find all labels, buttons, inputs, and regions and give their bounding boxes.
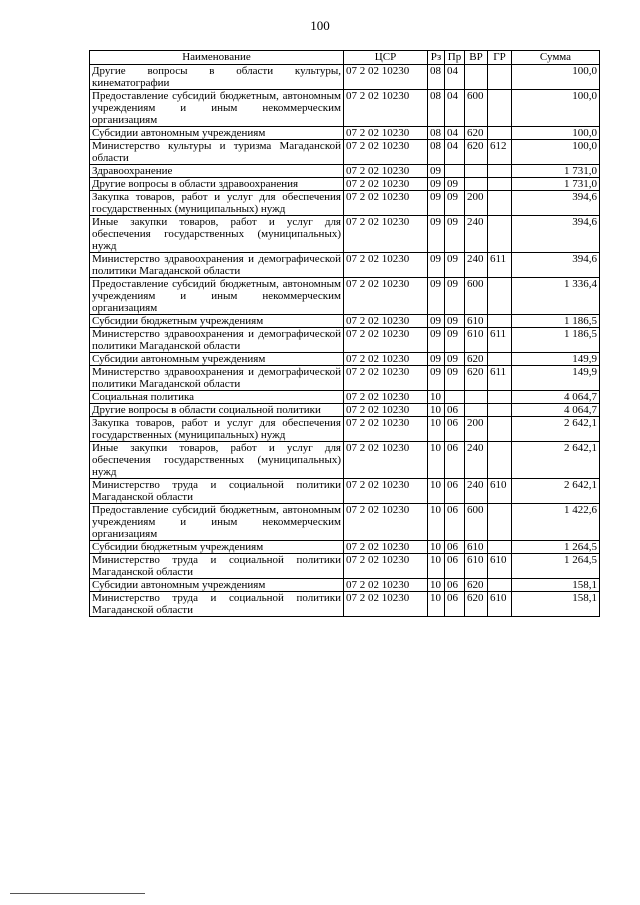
- table-row: [90, 554, 600, 579]
- cell-csr: 07 2 02 10230: [344, 165, 428, 178]
- cell-name: Министерство здравоохранения и демографической политики Магаданской области: [90, 328, 344, 353]
- cell-pr: 06: [445, 592, 465, 617]
- cell-name: Предоставление субсидий бюджетным, автономным учреждениям и иным некоммерческим организациям: [90, 504, 344, 541]
- cell-gr: [488, 178, 512, 191]
- cell-name: Социальная политика: [90, 391, 344, 404]
- cell-vr: 610: [465, 554, 488, 579]
- cell-gr: 610: [488, 592, 512, 617]
- page-number: 100: [310, 18, 330, 33]
- table-row: [90, 504, 600, 541]
- cell-rz: 09: [428, 253, 445, 278]
- cell-rz: 08: [428, 90, 445, 127]
- cell-csr: 07 2 02 10230: [344, 479, 428, 504]
- cell-sum: 394,6: [512, 216, 600, 253]
- cell-name: Иные закупки товаров, работ и услуг для обеспечения государственных (муниципальных) нужд: [90, 216, 344, 253]
- cell-pr: 09: [445, 353, 465, 366]
- cell-pr: 04: [445, 90, 465, 127]
- table-body: [90, 65, 600, 617]
- cell-csr: 07 2 02 10230: [344, 592, 428, 617]
- cell-sum: 1 186,5: [512, 315, 600, 328]
- cell-name: Министерство здравоохранения и демографической политики Магаданской области: [90, 253, 344, 278]
- cell-name: Министерство здравоохранения и демографической политики Магаданской области: [90, 366, 344, 391]
- cell-sum: 100,0: [512, 140, 600, 165]
- cell-pr: 09: [445, 366, 465, 391]
- cell-vr: [465, 165, 488, 178]
- cell-name: Субсидии бюджетным учреждениям: [90, 541, 344, 554]
- cell-name: Закупка товаров, работ и услуг для обеспечения государственных (муниципальных) нужд: [90, 191, 344, 216]
- cell-vr: 620: [465, 127, 488, 140]
- cell-pr: 06: [445, 541, 465, 554]
- cell-rz: 09: [428, 191, 445, 216]
- cell-vr: 600: [465, 504, 488, 541]
- table-row: [90, 579, 600, 592]
- cell-rz: 10: [428, 554, 445, 579]
- table-row: [90, 391, 600, 404]
- cell-gr: 611: [488, 253, 512, 278]
- cell-gr: 611: [488, 328, 512, 353]
- table-row: [90, 541, 600, 554]
- table-row: [90, 417, 600, 442]
- cell-sum: 2 642,1: [512, 442, 600, 479]
- cell-csr: 07 2 02 10230: [344, 353, 428, 366]
- cell-sum: 394,6: [512, 253, 600, 278]
- cell-sum: 4 064,7: [512, 404, 600, 417]
- cell-pr: 09: [445, 216, 465, 253]
- cell-rz: 09: [428, 366, 445, 391]
- cell-vr: 600: [465, 90, 488, 127]
- cell-pr: 06: [445, 504, 465, 541]
- cell-rz: 10: [428, 541, 445, 554]
- cell-rz: 08: [428, 65, 445, 90]
- cell-sum: 2 642,1: [512, 479, 600, 504]
- cell-csr: 07 2 02 10230: [344, 140, 428, 165]
- cell-name: Субсидии автономным учреждениям: [90, 127, 344, 140]
- cell-sum: 1 731,0: [512, 165, 600, 178]
- cell-csr: 07 2 02 10230: [344, 216, 428, 253]
- cell-csr: 07 2 02 10230: [344, 90, 428, 127]
- cell-csr: 07 2 02 10230: [344, 417, 428, 442]
- cell-sum: 149,9: [512, 366, 600, 391]
- cell-vr: 620: [465, 353, 488, 366]
- table-row: [90, 315, 600, 328]
- cell-csr: 07 2 02 10230: [344, 504, 428, 541]
- table-row: [90, 140, 600, 165]
- cell-rz: 10: [428, 404, 445, 417]
- cell-name: Здравоохранение: [90, 165, 344, 178]
- cell-csr: 07 2 02 10230: [344, 328, 428, 353]
- cell-vr: [465, 404, 488, 417]
- header-name: Наименование: [90, 51, 344, 65]
- cell-pr: 09: [445, 315, 465, 328]
- table-row: [90, 592, 600, 617]
- cell-pr: 06: [445, 554, 465, 579]
- cell-name: Субсидии автономным учреждениям: [90, 353, 344, 366]
- cell-csr: 07 2 02 10230: [344, 315, 428, 328]
- cell-vr: 240: [465, 253, 488, 278]
- cell-pr: [445, 391, 465, 404]
- cell-gr: 610: [488, 479, 512, 504]
- budget-table: [89, 50, 600, 617]
- cell-name: Министерство культуры и туризма Магаданской области: [90, 140, 344, 165]
- cell-pr: 06: [445, 404, 465, 417]
- table-row: [90, 216, 600, 253]
- cell-sum: 1 264,5: [512, 554, 600, 579]
- cell-vr: 620: [465, 140, 488, 165]
- cell-pr: 09: [445, 178, 465, 191]
- cell-gr: [488, 504, 512, 541]
- cell-gr: [488, 417, 512, 442]
- cell-csr: 07 2 02 10230: [344, 554, 428, 579]
- table-row: [90, 127, 600, 140]
- cell-vr: 620: [465, 579, 488, 592]
- cell-sum: 100,0: [512, 127, 600, 140]
- cell-vr: 200: [465, 417, 488, 442]
- cell-vr: 200: [465, 191, 488, 216]
- cell-csr: 07 2 02 10230: [344, 191, 428, 216]
- cell-pr: 09: [445, 191, 465, 216]
- cell-sum: 4 064,7: [512, 391, 600, 404]
- cell-rz: 10: [428, 579, 445, 592]
- cell-vr: [465, 178, 488, 191]
- cell-pr: 09: [445, 253, 465, 278]
- cell-csr: 07 2 02 10230: [344, 178, 428, 191]
- cell-vr: 620: [465, 592, 488, 617]
- cell-rz: 10: [428, 442, 445, 479]
- cell-gr: [488, 278, 512, 315]
- cell-pr: 09: [445, 328, 465, 353]
- cell-gr: [488, 90, 512, 127]
- cell-rz: 10: [428, 417, 445, 442]
- cell-gr: [488, 165, 512, 178]
- cell-rz: 10: [428, 592, 445, 617]
- cell-rz: 09: [428, 328, 445, 353]
- cell-vr: 600: [465, 278, 488, 315]
- cell-rz: 08: [428, 140, 445, 165]
- table-row: [90, 178, 600, 191]
- cell-gr: [488, 65, 512, 90]
- table-row: [90, 65, 600, 90]
- cell-name: Предоставление субсидий бюджетным, автономным учреждениям и иным некоммерческим организациям: [90, 90, 344, 127]
- cell-csr: 07 2 02 10230: [344, 541, 428, 554]
- cell-gr: 610: [488, 554, 512, 579]
- cell-pr: 09: [445, 278, 465, 315]
- cell-csr: 07 2 02 10230: [344, 65, 428, 90]
- table-row: [90, 479, 600, 504]
- cell-vr: 620: [465, 366, 488, 391]
- table-row: [90, 353, 600, 366]
- cell-rz: 09: [428, 178, 445, 191]
- cell-vr: 240: [465, 442, 488, 479]
- cell-vr: 610: [465, 315, 488, 328]
- cell-rz: 10: [428, 391, 445, 404]
- cell-sum: 158,1: [512, 579, 600, 592]
- cell-sum: 100,0: [512, 90, 600, 127]
- cell-rz: 09: [428, 278, 445, 315]
- table-row: [90, 90, 600, 127]
- cell-pr: [445, 165, 465, 178]
- cell-gr: [488, 216, 512, 253]
- cell-gr: [488, 315, 512, 328]
- cell-name: Иные закупки товаров, работ и услуг для обеспечения государственных (муниципальных) нужд: [90, 442, 344, 479]
- cell-sum: 2 642,1: [512, 417, 600, 442]
- cell-rz: 10: [428, 479, 445, 504]
- cell-rz: 09: [428, 353, 445, 366]
- cell-vr: [465, 391, 488, 404]
- cell-vr: 240: [465, 479, 488, 504]
- cell-sum: 100,0: [512, 65, 600, 90]
- cell-pr: 06: [445, 442, 465, 479]
- cell-gr: 611: [488, 366, 512, 391]
- table-row: [90, 253, 600, 278]
- cell-csr: 07 2 02 10230: [344, 366, 428, 391]
- cell-name: Другие вопросы в области здравоохранения: [90, 178, 344, 191]
- cell-rz: 09: [428, 216, 445, 253]
- cell-csr: 07 2 02 10230: [344, 127, 428, 140]
- cell-pr: 06: [445, 579, 465, 592]
- cell-csr: 07 2 02 10230: [344, 404, 428, 417]
- cell-gr: [488, 541, 512, 554]
- cell-vr: [465, 65, 488, 90]
- header-pr: Пр: [445, 51, 465, 65]
- cell-rz: 10: [428, 504, 445, 541]
- cell-csr: 07 2 02 10230: [344, 391, 428, 404]
- cell-csr: 07 2 02 10230: [344, 579, 428, 592]
- table-row: [90, 328, 600, 353]
- cell-gr: 612: [488, 140, 512, 165]
- cell-name: Министерство труда и социальной политики Магаданской области: [90, 479, 344, 504]
- cell-csr: 07 2 02 10230: [344, 253, 428, 278]
- cell-rz: 09: [428, 315, 445, 328]
- cell-sum: 1 186,5: [512, 328, 600, 353]
- table-header-row: [90, 51, 600, 65]
- cell-name: Закупка товаров, работ и услуг для обеспечения государственных (муниципальных) нужд: [90, 417, 344, 442]
- cell-gr: [488, 127, 512, 140]
- header-csr: ЦСР: [344, 51, 428, 65]
- header-rz: Рз: [428, 51, 445, 65]
- cell-name: Другие вопросы в области культуры, кинематографии: [90, 65, 344, 90]
- cell-name: Субсидии бюджетным учреждениям: [90, 315, 344, 328]
- cell-vr: 240: [465, 216, 488, 253]
- cell-csr: 07 2 02 10230: [344, 278, 428, 315]
- cell-name: Другие вопросы в области социальной политики: [90, 404, 344, 417]
- cell-pr: 04: [445, 127, 465, 140]
- table-row: [90, 278, 600, 315]
- cell-gr: [488, 391, 512, 404]
- header-sum: Сумма: [512, 51, 600, 65]
- cell-gr: [488, 404, 512, 417]
- cell-sum: 1 422,6: [512, 504, 600, 541]
- cell-csr: 07 2 02 10230: [344, 442, 428, 479]
- cell-pr: 06: [445, 417, 465, 442]
- cell-name: Предоставление субсидий бюджетным, автономным учреждениям и иным некоммерческим организациям: [90, 278, 344, 315]
- cell-rz: 09: [428, 165, 445, 178]
- cell-gr: [488, 442, 512, 479]
- table-row: [90, 165, 600, 178]
- cell-name: Субсидии автономным учреждениям: [90, 579, 344, 592]
- header-gr: ГР: [488, 51, 512, 65]
- cell-pr: 06: [445, 479, 465, 504]
- cell-sum: 1 336,4: [512, 278, 600, 315]
- table-row: [90, 191, 600, 216]
- cell-name: Министерство труда и социальной политики Магаданской области: [90, 592, 344, 617]
- table-row: [90, 442, 600, 479]
- cell-gr: [488, 353, 512, 366]
- cell-vr: 610: [465, 328, 488, 353]
- cell-name: Министерство труда и социальной политики Магаданской области: [90, 554, 344, 579]
- cell-vr: 610: [465, 541, 488, 554]
- cell-sum: 158,1: [512, 592, 600, 617]
- table-row: [90, 404, 600, 417]
- cell-pr: 04: [445, 140, 465, 165]
- cell-pr: 04: [445, 65, 465, 90]
- footer-divider: [10, 893, 145, 894]
- cell-sum: 1 731,0: [512, 178, 600, 191]
- cell-sum: 1 264,5: [512, 541, 600, 554]
- cell-sum: 394,6: [512, 191, 600, 216]
- cell-gr: [488, 191, 512, 216]
- table-row: [90, 366, 600, 391]
- cell-rz: 08: [428, 127, 445, 140]
- cell-gr: [488, 579, 512, 592]
- header-vr: ВР: [465, 51, 488, 65]
- cell-sum: 149,9: [512, 353, 600, 366]
